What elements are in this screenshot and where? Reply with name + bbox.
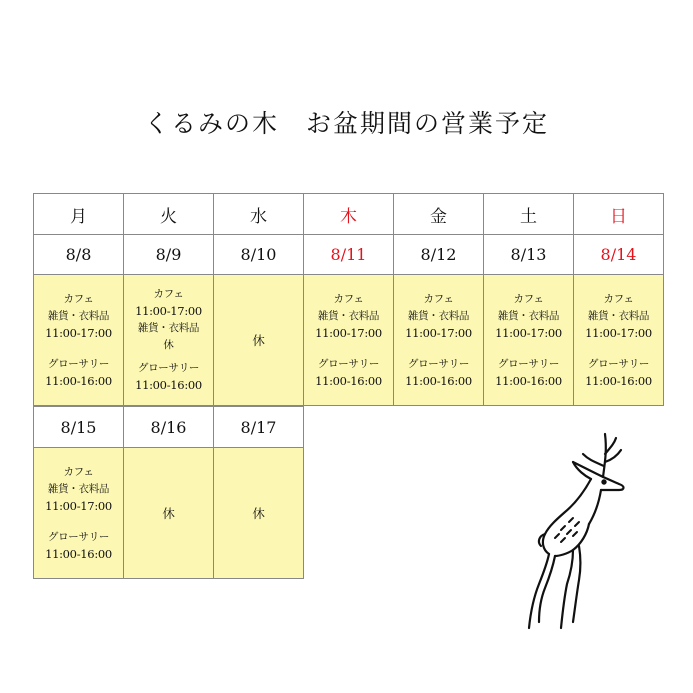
schedule-cell	[573, 274, 664, 406]
schedule-cell	[393, 274, 484, 406]
date-cell: 8/11	[303, 234, 394, 275]
date-cell: 8/13	[483, 234, 574, 275]
zakka-label: 雑貨・衣料品	[587, 309, 650, 322]
grocery-hours: 11:00-16:00	[405, 373, 472, 388]
date-cell: 8/8	[33, 234, 124, 275]
cafe-label: カフェ	[63, 465, 94, 478]
grocery-hours: 11:00-16:00	[45, 546, 112, 561]
closed-label: 休	[252, 332, 265, 348]
grocery-label: グローサリー	[497, 357, 560, 370]
zakka-status: 休	[163, 339, 174, 351]
closed-cell	[213, 447, 304, 579]
zakka-label: 雑貨・衣料品	[137, 322, 200, 334]
schedule-cell	[483, 274, 574, 406]
cafe-label: カフェ	[333, 292, 364, 305]
weekday-wed: 水	[213, 193, 304, 235]
zakka-label: 雑貨・衣料品	[407, 309, 470, 322]
date-cell: 8/15	[33, 406, 124, 448]
grocery-label: グローサリー	[587, 357, 650, 370]
grocery-hours: 11:00-16:00	[495, 373, 562, 388]
grocery-hours: 11:00-16:00	[135, 378, 202, 392]
grocery-hours: 11:00-16:00	[45, 373, 112, 388]
zakka-label: 雑貨・衣料品	[317, 309, 380, 322]
weekday-thu: 木	[303, 193, 394, 235]
cafe-zakka-hours: 11:00-17:00	[585, 325, 652, 340]
grocery-label: グローサリー	[317, 357, 380, 370]
closed-cell	[213, 274, 304, 406]
zakka-label: 雑貨・衣料品	[47, 482, 110, 495]
cafe-label: カフェ	[423, 292, 454, 305]
schedule-cell	[33, 447, 124, 579]
cafe-zakka-hours: 11:00-17:00	[45, 498, 112, 513]
weekday-mon: 月	[33, 193, 124, 235]
weekday-tue: 火	[123, 193, 214, 235]
cafe-label: カフェ	[513, 292, 544, 305]
weekday-sun: 日	[573, 193, 664, 235]
date-cell: 8/17	[213, 406, 304, 448]
page-title: くるみの木 お盆期間の営業予定	[143, 109, 549, 138]
schedule-cell	[123, 274, 214, 406]
date-cell: 8/14	[573, 234, 664, 275]
closed-label: 休	[162, 505, 175, 521]
date-cell: 8/10	[213, 234, 304, 275]
grocery-label: グローサリー	[47, 530, 110, 543]
date-cell: 8/16	[123, 406, 214, 448]
closed-cell	[123, 447, 214, 579]
weekday-sat: 土	[483, 193, 574, 235]
cafe-zakka-hours: 11:00-17:00	[405, 325, 472, 340]
closed-label: 休	[252, 505, 265, 521]
cafe-zakka-hours: 11:00-17:00	[45, 325, 112, 340]
grocery-label: グローサリー	[47, 357, 110, 370]
cafe-label: カフェ	[603, 292, 634, 305]
zakka-label: 雑貨・衣料品	[47, 309, 110, 322]
grocery-hours: 11:00-16:00	[585, 373, 652, 388]
cafe-zakka-hours: 11:00-17:00	[315, 325, 382, 340]
weekday-fri: 金	[393, 193, 484, 235]
cafe-label: カフェ	[153, 288, 184, 300]
cafe-hours: 11:00-17:00	[135, 304, 202, 318]
schedule-cell	[33, 274, 124, 406]
deer-illustration	[515, 432, 635, 637]
grocery-label: グローサリー	[407, 357, 470, 370]
grocery-hours: 11:00-16:00	[315, 373, 382, 388]
grocery-label: グローサリー	[137, 362, 200, 374]
date-cell: 8/12	[393, 234, 484, 275]
cafe-label: カフェ	[63, 292, 94, 305]
zakka-label: 雑貨・衣料品	[497, 309, 560, 322]
date-cell: 8/9	[123, 234, 214, 275]
schedule-cell	[303, 274, 394, 406]
cafe-zakka-hours: 11:00-17:00	[495, 325, 562, 340]
